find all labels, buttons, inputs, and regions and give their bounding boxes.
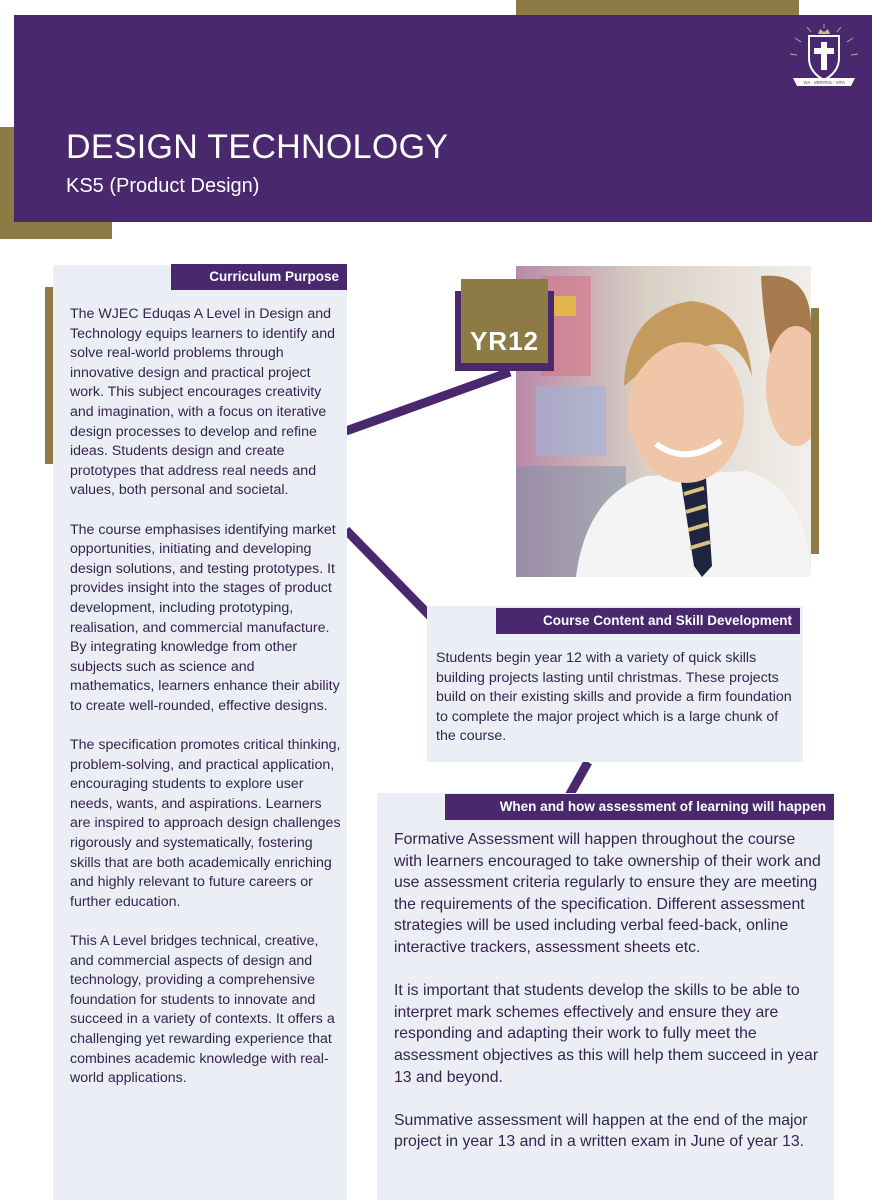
course-content-text (436, 649, 796, 747)
assessment-paragraph: Formative Assessment will happen throughout the course with learners encouraged to take ownership of their work and use assessment criteria regularly to ensure they are meeting the requirements of the specification. Different assessment strategies will be used including verbal feed-back, online interactive trackers, assessment sheets etc. (394, 831, 821, 956)
year-badge: YR12 (461, 279, 548, 363)
curriculum-paragraph: The WJEC Eduqas A Level in Design and Technology equips learners to identify and solve real-world problems through innovative design and practical project work. This subject encourages creativity and imagination, with a focus on iterative design processes to develop and refine ideas. Students design and create prototypes that address real needs and values, both personal and societal. (70, 306, 336, 499)
assessment-heading: When and how assessment of learning will happen (445, 794, 834, 820)
assessment-paragraph: Summative assessment will happen at the end of the major project in year 13 and in a written exam in June of year 13. (394, 1111, 808, 1151)
gold-side-bar-right (811, 308, 819, 554)
page-title: DESIGN TECHNOLOGY (66, 128, 449, 166)
crest-motto: VIA · VERITAS · VITA (803, 80, 845, 85)
course-content-paragraph: Students begin year 12 with a variety of quick skills building projects lasting until christmas. These projects build on their existing skills and provide a firm foundation to complete the major project which is a large chunk of the course. (436, 650, 792, 745)
assessment-text (394, 829, 824, 1153)
student-photo (516, 266, 811, 577)
school-crest-logo (787, 22, 861, 96)
curriculum-purpose-text (70, 305, 342, 1089)
gold-accent-top (516, 0, 799, 15)
curriculum-paragraph: The specification promotes critical thinking, problem-solving, and practical application, encouraging students to explore user needs, wants, and aspirations. Learners are inspired to approach design challenges rigorously and systematically, fostering skills that are both academically enriching and highly relevant to future careers or further education. (70, 737, 341, 910)
assessment-paragraph: It is important that students develop the skills to be able to interpret mark schemes effectively and ensure they are responding and adapting their work to fully meet the assessment objectives as this will help them succeed in year 13 and beyond. (394, 982, 819, 1086)
course-content-heading: Course Content and Skill Development (496, 608, 800, 634)
curriculum-purpose-heading: Curriculum Purpose (171, 264, 347, 290)
gold-side-bar-left (45, 287, 53, 464)
curriculum-paragraph: This A Level bridges technical, creative, and commercial aspects of design and technology, providing a comprehensive foundation for students to innovate and succeed in a variety of contexts. It offers a challenging yet rewarding experience that combines academic knowledge with real-world applications. (70, 933, 335, 1087)
page-subtitle: KS5 (Product Design) (66, 175, 260, 197)
curriculum-paragraph: The course emphasises identifying market opportunities, initiating and developing design solutions, and testing prototypes. It provides insight into the stages of product development, including prototyping, realisation, and commercial manufacture. By integrating knowledge from other subjects such as science and mathematics, learners enhance their ability to create well-rounded, effective designs. (70, 521, 340, 714)
